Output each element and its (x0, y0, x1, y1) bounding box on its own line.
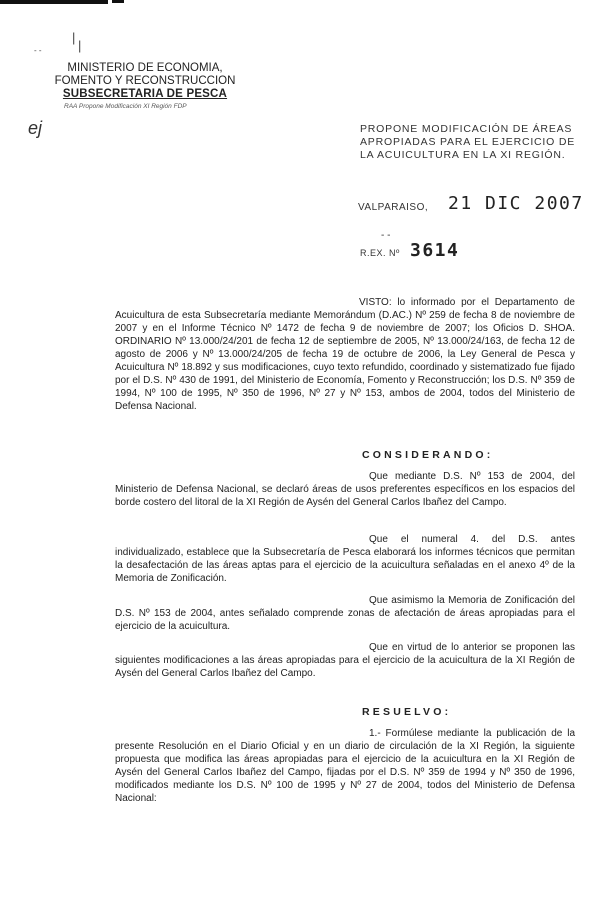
considerando-heading: CONSIDERANDO: (362, 449, 494, 461)
resuelvo-heading: RESUELVO: (362, 706, 452, 718)
city: VALPARAISO, (358, 202, 429, 213)
scan-mark: | (72, 30, 76, 45)
visto-lead: VISTO: (359, 297, 392, 308)
considerando-item: Que en virtud de lo anterior se proponen las siguientes modificaciones a las áreas apropiadas para el ejercicio de la acuicultura de la XI Región de Aysén del General Carlos Ibañez del Campo. (115, 642, 575, 679)
scan-mark: | (78, 38, 82, 53)
resuelvo-item-1: 1.- Formúlese mediante la publicación de la presente Resolución en el Diario Oficial y en un diario de circulación de la XI Región, la siguiente propuesta que modifica las áreas apropiadas para el ejercicio de la acuicultura en la XI Región de Aysén del General Carlos Ibañez del Campo, fijadas por el D.S. Nº 359 de 1994 y Nº 350 de 1996, modificados mediante los D.S. Nº 100 de 1995 y Nº 27 de 2004, todos del Ministerio de Defensa Nacional: (115, 728, 575, 804)
scan-edge-bar (0, 0, 108, 4)
considerando-item: Que mediante D.S. Nº 153 de 2004, del Ministerio de Defensa Nacional, se declaró áreas de usos preferentes específicos en los espacios del borde costero del litoral de la XI Región de Aysén del General Carlos Ibañez del Campo. (115, 471, 575, 508)
visto-paragraph (115, 296, 575, 413)
document-title: PROPONE MODIFICACIÓN DE ÁREAS APROPIADAS PARA EL EJERCICIO DE LA ACUICULTURA EN LA XI REGIÓN. (360, 123, 576, 161)
date-stamp: 21 DIC 2007 (448, 193, 584, 214)
header-line-3: SUBSECRETARIA DE PESCA (62, 88, 228, 100)
scan-edge-bar (112, 0, 124, 3)
visto-text: lo informado por el Departamento de Acuicultura de esta Subsecretaría mediante Memorándum (D.AC.) Nº 259 de fecha 8 de noviembre de 2007 y en el Informe Técnico Nº 1472 de fecha 9 de noviembre de 2007; los Oficios D. SHOA. ORDINARIO Nº 13.000/24/201 de fecha 12 de septiembre de 2005, Nº 13.000/24/163, de fecha 12 de agosto de 2006 y Nº 13.000/24/205 de fecha 19 de octubre de 2006, la Ley General de Pesca y Acuicultura Nº 18.892 y sus modificaciones, cuyo texto refundido, coordinado y sistematizado fue fijado por el D.S. Nº 430 de 1991, del Ministerio de Economía, Fomento y Reconstrucción; los D.S. Nº 359 de 1994, Nº 100 de 1995, Nº 350 de 1996, Nº 27 y Nº 153, ambos de 2004, todos del Ministerio de Defensa Nacional. (115, 297, 575, 412)
rex-number: 3614 (410, 240, 460, 261)
rex-dash: - - (381, 230, 391, 241)
ministry-header (50, 62, 240, 101)
considerando-item: Que el numeral 4. del D.S. antes individualizado, establece que la Subsecretaría de Pesca elaborará los informes técnicos que permitan la desafectación de las áreas aptas para el ejercicio de la acuicultura señaladas en el anexo 4º de la Memoria de Zonificación. (115, 534, 575, 584)
considerando-item: Que asimismo la Memoria de Zonificación del D.S. Nº 153 de 2004, antes señalado comprende zonas de afectación de áreas apropiadas para el ejercicio de la acuicultura. (115, 595, 575, 632)
file-reference-stamp: RAA Propone Modificación XI Región FDP (64, 103, 187, 110)
handwritten-initials: ej (28, 118, 43, 138)
rex-label: R.EX. Nº (360, 248, 400, 258)
header-line-2: FOMENTO Y RECONSTRUCCION (54, 75, 236, 87)
scan-mark: - - (34, 46, 42, 55)
header-line-1: MINISTERIO DE ECONOMIA, (67, 62, 223, 74)
